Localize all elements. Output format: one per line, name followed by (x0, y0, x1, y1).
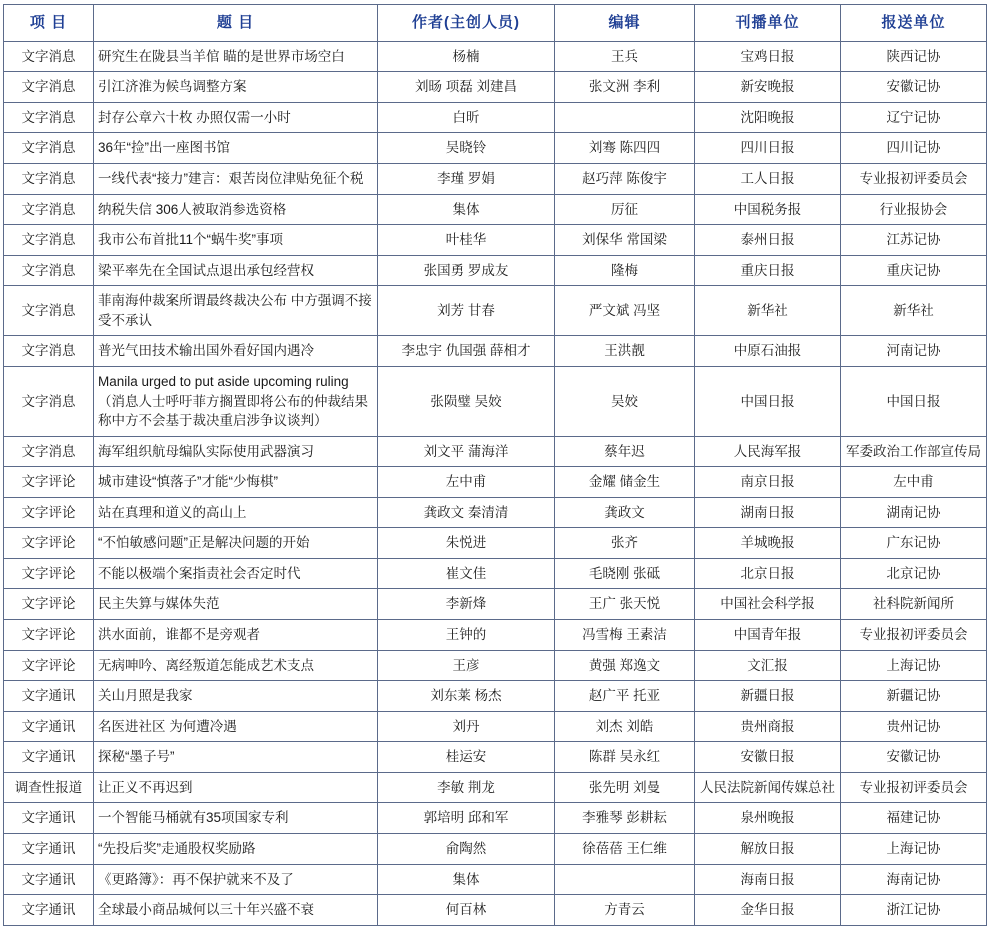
cell-editor: 毛晓刚 张砥 (555, 558, 695, 589)
cell-outlet: 人民海军报 (695, 436, 841, 467)
cell-submitter: 左中甫 (841, 467, 987, 498)
cell-category: 文字通讯 (4, 864, 94, 895)
cell-editor: 厉征 (555, 194, 695, 225)
cell-title: 无病呻吟、离经叛道怎能成艺术支点 (94, 650, 378, 681)
cell-outlet: 中国社会科学报 (695, 589, 841, 620)
cell-author: 李忠宇 仇国强 薛相才 (378, 336, 555, 367)
table-row (4, 620, 987, 651)
cell-category: 文字消息 (4, 286, 94, 336)
cell-title: 梁平率先在全国试点退出承包经营权 (94, 255, 378, 286)
cell-outlet: 贵州商报 (695, 711, 841, 742)
cell-author: 张陨璧 吴姣 (378, 366, 555, 436)
cell-outlet: 解放日报 (695, 833, 841, 864)
cell-submitter: 专业报初评委员会 (841, 620, 987, 651)
cell-editor: 赵巧萍 陈俊宇 (555, 164, 695, 195)
column-header-title: 题 目 (94, 5, 378, 42)
table-row (4, 772, 987, 803)
table-row (4, 255, 987, 286)
column-header-category: 项 目 (4, 5, 94, 42)
cell-submitter: 社科院新闻所 (841, 589, 987, 620)
cell-title: 名医进社区 为何遭冷遇 (94, 711, 378, 742)
cell-submitter: 浙江记协 (841, 895, 987, 926)
cell-submitter: 福建记协 (841, 803, 987, 834)
table-row (4, 225, 987, 256)
cell-submitter: 湖南记协 (841, 497, 987, 528)
cell-submitter: 四川记协 (841, 133, 987, 164)
cell-submitter: 陕西记协 (841, 41, 987, 72)
table-row (4, 194, 987, 225)
cell-title: 全球最小商品城何以三十年兴盛不衰 (94, 895, 378, 926)
cell-title: 关山月照是我家 (94, 681, 378, 712)
cell-title: 菲南海仲裁案所谓最终裁决公布 中方强调不接受不承认 (94, 286, 378, 336)
cell-outlet: 四川日报 (695, 133, 841, 164)
table-row (4, 497, 987, 528)
cell-author: 李敏 荆龙 (378, 772, 555, 803)
cell-category: 文字消息 (4, 41, 94, 72)
cell-submitter: 新华社 (841, 286, 987, 336)
cell-category: 文字消息 (4, 164, 94, 195)
cell-editor: 金耀 储金生 (555, 467, 695, 498)
cell-title: Manila urged to put aside upcoming ruling （消息人士呼吁菲方搁置即将公布的仲裁结果 称中方不会基于裁决重启涉争议谈判） (94, 366, 378, 436)
cell-outlet: 宝鸡日报 (695, 41, 841, 72)
cell-author: 崔文佳 (378, 558, 555, 589)
table-row (4, 681, 987, 712)
cell-category: 文字消息 (4, 436, 94, 467)
cell-author: 刘文平 蒲海洋 (378, 436, 555, 467)
cell-outlet: 羊城晚报 (695, 528, 841, 559)
column-header-outlet: 刊播单位 (695, 5, 841, 42)
cell-submitter: 新疆记协 (841, 681, 987, 712)
cell-category: 文字通讯 (4, 711, 94, 742)
table-row (4, 366, 987, 436)
cell-category: 调查性报道 (4, 772, 94, 803)
cell-title: 我市公布首批11个“蜗牛奖”事项 (94, 225, 378, 256)
cell-author: 集体 (378, 194, 555, 225)
cell-outlet: 中原石油报 (695, 336, 841, 367)
cell-author: 李新烽 (378, 589, 555, 620)
cell-outlet: 泉州晚报 (695, 803, 841, 834)
cell-submitter: 行业报协会 (841, 194, 987, 225)
cell-submitter: 上海记协 (841, 833, 987, 864)
cell-author: 白昕 (378, 102, 555, 133)
cell-author: 龚政文 秦清清 (378, 497, 555, 528)
cell-outlet: 沈阳晚报 (695, 102, 841, 133)
cell-category: 文字评论 (4, 650, 94, 681)
cell-title: 《更路簿》：再不保护就来不及了 (94, 864, 378, 895)
cell-title: 民主失算与媒体失范 (94, 589, 378, 620)
cell-title: 洪水面前，谁都不是旁观者 (94, 620, 378, 651)
table-row (4, 133, 987, 164)
cell-submitter: 江苏记协 (841, 225, 987, 256)
cell-submitter: 专业报初评委员会 (841, 164, 987, 195)
cell-outlet: 中国青年报 (695, 620, 841, 651)
cell-title: 引江济淮为候鸟调整方案 (94, 72, 378, 103)
cell-editor: 刘保华 常国梁 (555, 225, 695, 256)
cell-editor: 蔡年迟 (555, 436, 695, 467)
cell-submitter: 重庆记协 (841, 255, 987, 286)
cell-author: 李瑾 罗娟 (378, 164, 555, 195)
cell-submitter: 专业报初评委员会 (841, 772, 987, 803)
cell-editor: 陈群 吴永红 (555, 742, 695, 773)
cell-title: 让正义不再迟到 (94, 772, 378, 803)
column-header-editor: 编辑 (555, 5, 695, 42)
cell-outlet: 新华社 (695, 286, 841, 336)
cell-title: 36年“捡”出一座图书馆 (94, 133, 378, 164)
cell-title: 普光气田技术输出国外看好国内遇冷 (94, 336, 378, 367)
cell-category: 文字消息 (4, 133, 94, 164)
cell-submitter: 海南记协 (841, 864, 987, 895)
cell-editor: 王广 张天悦 (555, 589, 695, 620)
cell-outlet: 工人日报 (695, 164, 841, 195)
cell-title: 封存公章六十枚 办照仅需一小时 (94, 102, 378, 133)
table-row (4, 164, 987, 195)
cell-editor: 王兵 (555, 41, 695, 72)
cell-author: 刘旸 项磊 刘建昌 (378, 72, 555, 103)
cell-submitter: 中国日报 (841, 366, 987, 436)
cell-editor: 冯雪梅 王素洁 (555, 620, 695, 651)
cell-editor: 赵广平 托亚 (555, 681, 695, 712)
cell-category: 文字评论 (4, 528, 94, 559)
cell-editor: 张齐 (555, 528, 695, 559)
cell-editor: 吴姣 (555, 366, 695, 436)
table-header-row (4, 5, 987, 42)
cell-author: 桂运安 (378, 742, 555, 773)
cell-editor: 刘骞 陈四四 (555, 133, 695, 164)
cell-category: 文字通讯 (4, 681, 94, 712)
cell-title: 站在真理和道义的高山上 (94, 497, 378, 528)
cell-outlet: 泰州日报 (695, 225, 841, 256)
table-row (4, 742, 987, 773)
cell-editor: 黄强 郑逸文 (555, 650, 695, 681)
cell-title: 纳税失信 306人被取消参选资格 (94, 194, 378, 225)
table-row (4, 436, 987, 467)
cell-author: 俞陶然 (378, 833, 555, 864)
cell-category: 文字通讯 (4, 742, 94, 773)
cell-author: 刘东莱 杨杰 (378, 681, 555, 712)
cell-editor: 龚政文 (555, 497, 695, 528)
cell-category: 文字消息 (4, 336, 94, 367)
cell-title: “不怕敏感问题”正是解决问题的开始 (94, 528, 378, 559)
cell-outlet: 重庆日报 (695, 255, 841, 286)
cell-editor (555, 864, 695, 895)
table-row (4, 895, 987, 926)
cell-author: 集体 (378, 864, 555, 895)
cell-author: 王彦 (378, 650, 555, 681)
cell-author: 张国勇 罗成友 (378, 255, 555, 286)
cell-category: 文字评论 (4, 589, 94, 620)
cell-title: 不能以极端个案指责社会否定时代 (94, 558, 378, 589)
cell-category: 文字消息 (4, 225, 94, 256)
cell-editor: 刘杰 刘皓 (555, 711, 695, 742)
cell-author: 王钟的 (378, 620, 555, 651)
cell-submitter: 北京记协 (841, 558, 987, 589)
cell-editor: 方青云 (555, 895, 695, 926)
cell-title: 海军组织航母编队实际使用武器演习 (94, 436, 378, 467)
cell-submitter: 上海记协 (841, 650, 987, 681)
cell-editor: 王洪靓 (555, 336, 695, 367)
cell-submitter: 贵州记协 (841, 711, 987, 742)
cell-outlet: 北京日报 (695, 558, 841, 589)
cell-editor: 严文斌 冯坚 (555, 286, 695, 336)
cell-title: 一个智能马桶就有35项国家专利 (94, 803, 378, 834)
table-row (4, 336, 987, 367)
cell-outlet: 金华日报 (695, 895, 841, 926)
table-body (4, 41, 987, 925)
cell-editor: 徐蓓蓓 王仁维 (555, 833, 695, 864)
cell-author: 刘芳 甘春 (378, 286, 555, 336)
cell-editor: 张先明 刘曼 (555, 772, 695, 803)
cell-title: 一线代表“接力”建言：艰苦岗位津贴免征个税 (94, 164, 378, 195)
cell-outlet: 海南日报 (695, 864, 841, 895)
column-header-author: 作者(主创人员) (378, 5, 555, 42)
cell-author: 杨楠 (378, 41, 555, 72)
cell-submitter: 军委政治工作部宣传局 (841, 436, 987, 467)
table-row (4, 803, 987, 834)
cell-title: 探秘“墨子号” (94, 742, 378, 773)
cell-category: 文字通讯 (4, 833, 94, 864)
cell-submitter: 河南记协 (841, 336, 987, 367)
cell-category: 文字评论 (4, 558, 94, 589)
table-row (4, 528, 987, 559)
cell-author: 郭培明 邱和军 (378, 803, 555, 834)
table-row (4, 558, 987, 589)
cell-submitter: 广东记协 (841, 528, 987, 559)
table-row (4, 864, 987, 895)
cell-category: 文字评论 (4, 497, 94, 528)
cell-category: 文字消息 (4, 255, 94, 286)
cell-title: 研究生在陇县当羊倌 瞄的是世界市场空白 (94, 41, 378, 72)
cell-author: 吴晓铃 (378, 133, 555, 164)
cell-submitter: 辽宁记协 (841, 102, 987, 133)
cell-outlet: 中国日报 (695, 366, 841, 436)
cell-outlet: 湖南日报 (695, 497, 841, 528)
cell-category: 文字通讯 (4, 803, 94, 834)
cell-outlet: 人民法院新闻传媒总社 (695, 772, 841, 803)
cell-submitter: 安徽记协 (841, 742, 987, 773)
table-row (4, 41, 987, 72)
table-row (4, 286, 987, 336)
cell-outlet: 文汇报 (695, 650, 841, 681)
cell-title: “先投后奖”走通股权奖励路 (94, 833, 378, 864)
cell-outlet: 安徽日报 (695, 742, 841, 773)
table-row (4, 711, 987, 742)
table-row (4, 102, 987, 133)
cell-category: 文字评论 (4, 620, 94, 651)
cell-outlet: 中国税务报 (695, 194, 841, 225)
cell-author: 刘丹 (378, 711, 555, 742)
cell-category: 文字消息 (4, 194, 94, 225)
cell-editor: 隆梅 (555, 255, 695, 286)
cell-category: 文字消息 (4, 72, 94, 103)
column-header-submitter: 报送单位 (841, 5, 987, 42)
cell-category: 文字消息 (4, 366, 94, 436)
table-header (4, 5, 987, 42)
table-row (4, 589, 987, 620)
cell-category: 文字评论 (4, 467, 94, 498)
cell-outlet: 新疆日报 (695, 681, 841, 712)
cell-outlet: 新安晚报 (695, 72, 841, 103)
table-row (4, 467, 987, 498)
cell-author: 何百林 (378, 895, 555, 926)
cell-author: 叶桂华 (378, 225, 555, 256)
cell-category: 文字通讯 (4, 895, 94, 926)
cell-title: 城市建设“慎落子”才能“少悔棋” (94, 467, 378, 498)
award-entries-table (3, 4, 987, 926)
table-row (4, 650, 987, 681)
cell-submitter: 安徽记协 (841, 72, 987, 103)
cell-category: 文字消息 (4, 102, 94, 133)
cell-author: 朱悦进 (378, 528, 555, 559)
cell-editor: 张文洲 李利 (555, 72, 695, 103)
cell-editor (555, 102, 695, 133)
cell-outlet: 南京日报 (695, 467, 841, 498)
table-row (4, 72, 987, 103)
cell-editor: 李雅琴 彭耕耘 (555, 803, 695, 834)
table-row (4, 833, 987, 864)
cell-author: 左中甫 (378, 467, 555, 498)
